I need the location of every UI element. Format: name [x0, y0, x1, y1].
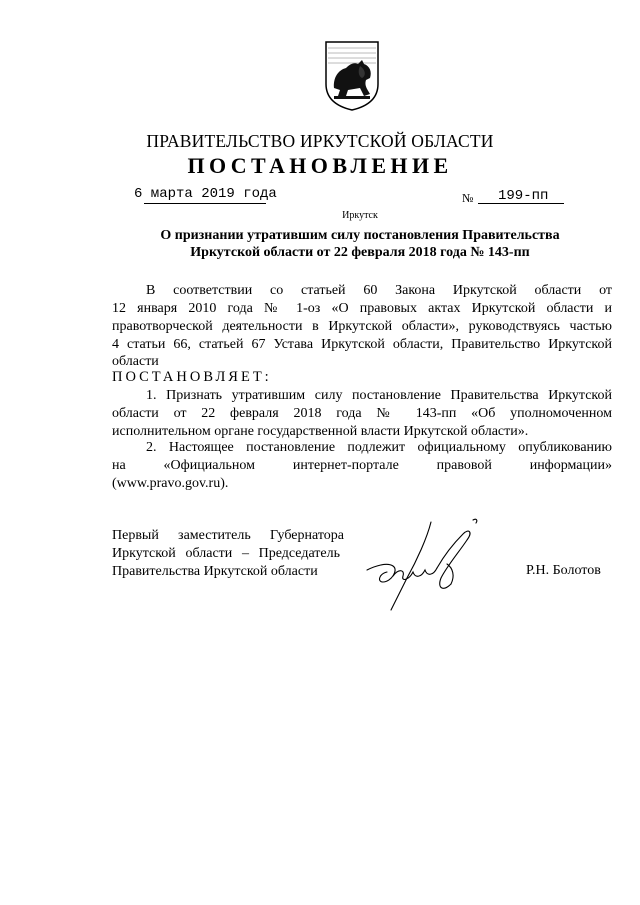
- paragraph-3-line-1: 2. Настоящее постановление подлежит официальному опубликованию: [146, 440, 612, 455]
- date-underline: [144, 203, 266, 204]
- document-type-title: ПОСТАНОВЛЕНИЕ: [187, 153, 453, 178]
- signer-position-line-1: Первый заместитель Губернатора: [112, 528, 344, 543]
- coat-of-arms-icon: [324, 40, 380, 112]
- handwritten-signature-icon: [355, 510, 500, 615]
- paragraph-2-line-1: 1. Признать утратившим силу постановление Правительства Иркутской: [146, 388, 612, 403]
- paragraph-1-line-4: 4 статьи 66, статьей 67 Устава Иркутской области, Правительство Иркутской: [112, 337, 612, 352]
- number-underline: [478, 203, 564, 204]
- paragraph-1-line-5: области: [112, 354, 159, 369]
- signer-name: Р.Н. Болотов: [526, 563, 601, 578]
- subject-line-2: Иркутской области от 22 февраля 2018 года № 143-пп: [190, 245, 530, 260]
- document-date: 6 марта 2019 года: [134, 186, 277, 202]
- decree-word: ПОСТАНОВЛЯЕТ:: [112, 369, 272, 385]
- paragraph-3-line-2: на «Официальном интернет-портале правовой информации»: [112, 458, 612, 473]
- paragraph-3-line-3: (www.pravo.gov.ru).: [112, 476, 229, 491]
- signer-position-line-2: Иркутской области – Председатель: [112, 546, 340, 561]
- paragraph-1-line-3: правотворческой деятельности в Иркутской области», руководствуясь частью: [112, 319, 612, 334]
- paragraph-1-line-1: В соответствии со статьей 60 Закона Иркутской области от: [146, 283, 612, 298]
- paragraph-1-line-2: 12 января 2010 года № 1-оз «О правовых актах Иркутской области и: [112, 301, 612, 316]
- paragraph-2-line-2: области от 22 февраля 2018 года № 143-пп «Об уполномоченном: [112, 406, 612, 421]
- document-number: 199-пп: [498, 188, 549, 204]
- document-city: Иркутск: [342, 210, 378, 221]
- subject-line-1: О признании утратившим силу постановления Правительства: [160, 228, 560, 243]
- signer-position-line-3: Правительства Иркутской области: [112, 564, 318, 579]
- paragraph-2-line-3: исполнительном органе государственной власти Иркутской области».: [112, 424, 529, 439]
- government-name: ПРАВИТЕЛЬСТВО ИРКУТСКОЙ ОБЛАСТИ: [146, 131, 494, 151]
- number-sign: №: [462, 191, 474, 205]
